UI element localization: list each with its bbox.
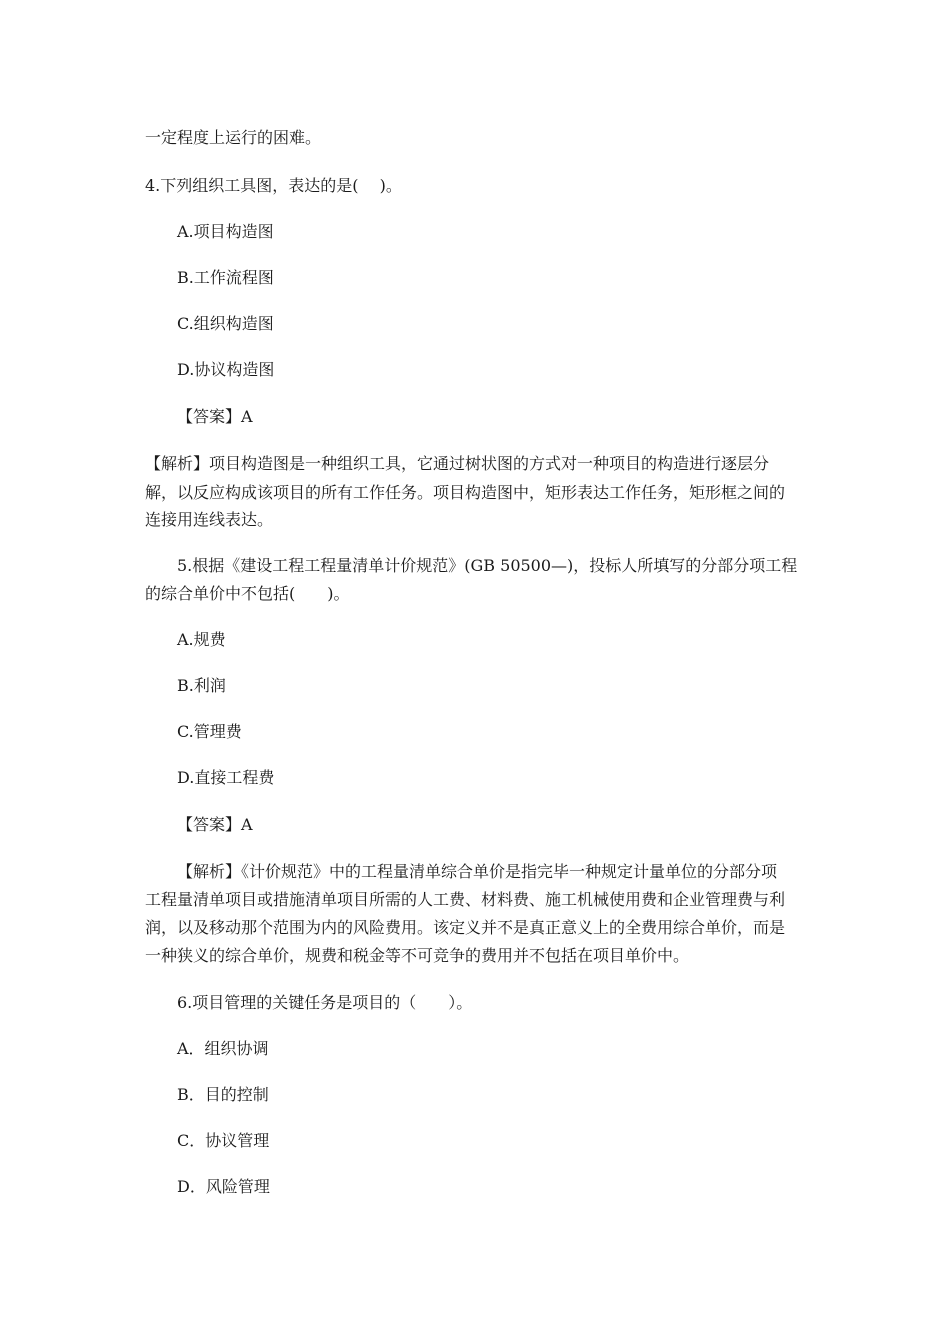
question-5-stem-continued: 的综合单价中不包括( )。 (145, 584, 350, 603)
question-5-stem: 5.根据《建设工程工程量清单计价规范》(GB 50500—)，投标人所填写的分部分项工程 (177, 556, 798, 575)
q5-option-a: A.规费 (177, 630, 226, 649)
q5-explanation-line: 一种狭义的综合单价，规费和税金等不可竞争的费用并不包括在项目单价中。 (145, 946, 690, 965)
q5-answer: 【答案】A (177, 815, 253, 834)
q5-option-b: B.利润 (177, 676, 226, 695)
q4-option-a: A.项目构造图 (177, 222, 274, 241)
q5-explanation-line: 工程量清单项目或措施清单项目所需的人工费、材料费、施工机械使用费和企业管理费与利 (145, 890, 786, 909)
question-4-stem: 4.下列组织工具图，表达的是( )。 (145, 176, 402, 195)
q4-option-b: B.工作流程图 (177, 268, 274, 287)
continuation-text: 一定程度上运行的困难。 (145, 128, 322, 147)
q4-explanation-line: 连接用连线表达。 (145, 510, 274, 529)
q5-option-c: C.管理费 (177, 722, 242, 741)
q6-option-d: D．风险管理 (177, 1177, 270, 1196)
q6-option-a: A．组织协调 (177, 1039, 269, 1058)
question-6-stem: 6.项目管理的关键任务是项目的（ ）。 (177, 993, 473, 1012)
q4-option-d: D.协议构造图 (177, 360, 275, 379)
q5-explanation-line: 润，以及移动那个范围为内的风险费用。该定义并不是真正意义上的全费用综合单价，而是 (145, 918, 786, 937)
q4-answer: 【答案】A (177, 407, 253, 426)
q5-explanation-line: 【解析】《计价规范》中的工程量清单综合单价是指完毕一种规定计量单位的分部分项 (177, 862, 778, 881)
q4-option-c: C.组织构造图 (177, 314, 274, 333)
q6-option-b: B．目的控制 (177, 1085, 269, 1104)
q4-explanation-line: 解，以反应构成该项目的所有工作任务。项目构造图中，矩形表达工作任务，矩形框之间的 (145, 483, 786, 502)
q5-option-d: D.直接工程费 (177, 768, 275, 787)
q4-explanation-line: 【解析】项目构造图是一种组织工具，它通过树状图的方式对一种项目的构造进行逐层分 (145, 454, 770, 473)
q6-option-c: C．协议管理 (177, 1131, 270, 1150)
